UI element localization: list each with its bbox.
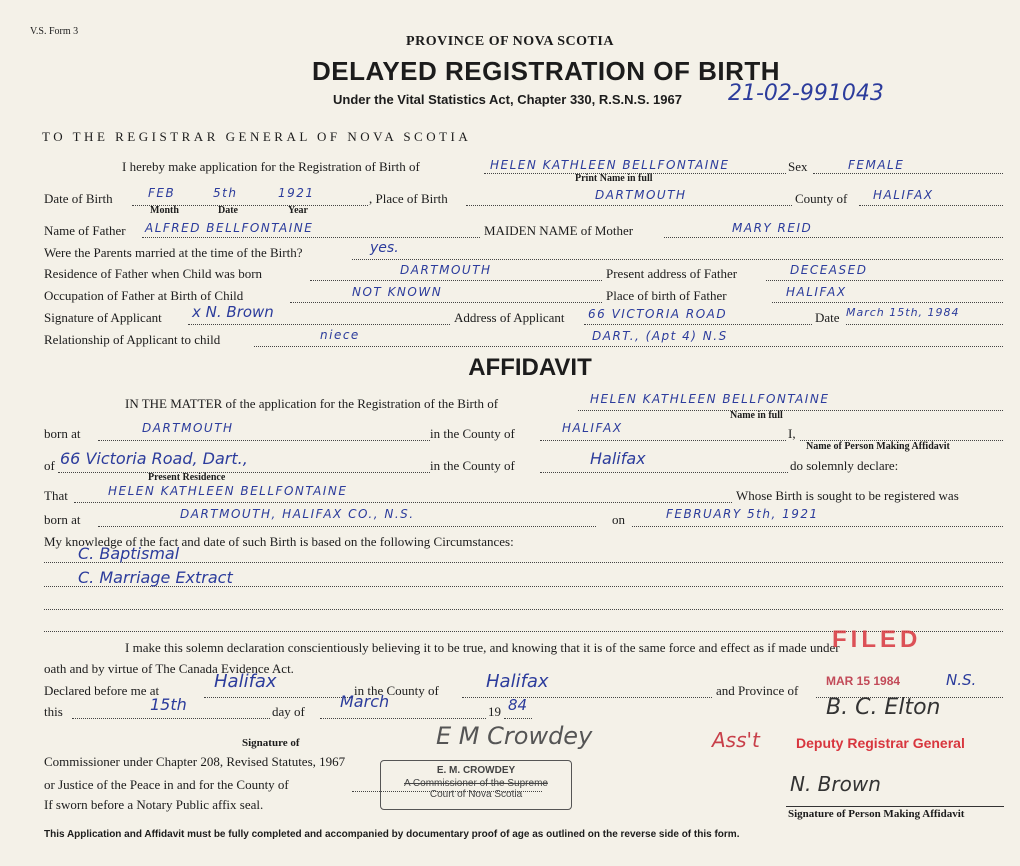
commissioner-signature: E M Crowdey — [436, 722, 593, 750]
present-residence-caption: Present Residence — [148, 472, 226, 483]
county-line — [859, 205, 1003, 206]
day-value: 15th — [150, 695, 187, 714]
month-value: March — [340, 692, 390, 711]
married-value: yes. — [370, 240, 399, 256]
on-date-value: FEBRUARY 5th, 1921 — [666, 507, 819, 521]
maker-signature: N. Brown — [790, 772, 881, 796]
applicant-address-continued: DART., (Apt 4) N.S — [592, 329, 728, 343]
declare-label: do solemnly declare: — [790, 458, 899, 473]
form-number: V.S. Form 3 — [30, 26, 79, 37]
father-birthplace-value: HALIFAX — [786, 285, 847, 299]
date-line — [846, 324, 1003, 325]
declared-county-label: in the County of — [354, 683, 439, 698]
year-caption: Year — [288, 205, 308, 216]
maker-signature-rule — [786, 806, 1004, 807]
asst-mark: Ass't — [712, 728, 760, 752]
affidavit-county-line — [540, 440, 786, 441]
declared-label: Declared before me at — [44, 683, 160, 698]
affidavit-county2-line — [540, 472, 788, 473]
day-line — [72, 718, 270, 719]
sex-label: Sex — [788, 159, 808, 174]
on-label: on — [612, 512, 625, 527]
residence-value: DARTMOUTH — [400, 263, 492, 277]
residence-label: Residence of Father when Child was born — [44, 266, 263, 281]
year-prefix: 19 — [488, 704, 501, 719]
born-at-value: DARTMOUTH — [142, 421, 234, 435]
registration-number: 21-02-991043 — [728, 81, 884, 106]
applicant-address-line — [584, 324, 812, 325]
father-line — [142, 237, 480, 238]
born-at2-label: born at — [44, 512, 81, 527]
county-value: HALIFAX — [873, 188, 934, 202]
that-label: That — [44, 488, 68, 503]
notary-line: If sworn before a Notary Public affix seal. — [44, 797, 264, 812]
applicant-address-label: Address of Applicant — [454, 310, 565, 325]
declared-at-line — [204, 697, 352, 698]
month-caption: Month — [150, 205, 179, 216]
year-line — [504, 718, 532, 719]
address-line: TO THE REGISTRAR GENERAL OF NOVA SCOTIA — [42, 129, 472, 144]
filed-date-stamp: MAR 15 1984 — [826, 674, 901, 688]
province-value: N.S. — [946, 671, 977, 689]
commissioner-line: Commissioner under Chapter 208, Revised Statutes, 1967 — [44, 754, 346, 769]
affidavit-intro: IN THE MATTER of the application for the Registration of the Birth of — [125, 396, 499, 411]
commissioner-seal — [380, 760, 572, 810]
sex-line — [813, 173, 1003, 174]
applicant-signature-line — [188, 324, 450, 325]
footer-note: This Application and Affidavit must be fully completed and accompanied by documentary proof of age as outlined on the reverse side of this form. — [44, 829, 740, 840]
place-of-birth-label: , Place of Birth — [369, 191, 448, 206]
relationship-value: niece — [320, 328, 360, 342]
applicant-signature: x N. Brown — [192, 303, 274, 321]
residence-affidavit-line — [58, 472, 430, 473]
affidavit-name-line — [578, 410, 1003, 411]
applicant-address-value: 66 VICTORIA ROAD — [588, 307, 728, 321]
province-heading: PROVINCE OF NOVA SCOTIA — [406, 34, 614, 49]
father-birthplace-label: Place of birth of Father — [606, 288, 727, 303]
knowledge-label: My knowledge of the fact and date of such Birth is based on the following Circumstances: — [44, 534, 514, 549]
solemn-text-2: oath and by virtue of The Canada Evidence Act. — [44, 661, 294, 676]
mother-label: MAIDEN NAME of Mother — [484, 223, 634, 238]
seal-line-3: Court of Nova Scotia — [429, 789, 523, 800]
whose-birth-label: Whose Birth is sought to be registered was — [736, 488, 959, 503]
date-caption: Date — [218, 205, 238, 216]
month-line — [320, 718, 486, 719]
seal-line-2: A Commissioner of the Supreme — [404, 778, 548, 789]
affidavit-county2-value: Halifax — [590, 449, 646, 468]
father-birthplace-line — [772, 302, 1003, 303]
of-label: of — [44, 458, 55, 473]
on-date-line — [632, 526, 1003, 527]
relationship-line — [254, 346, 1003, 347]
solemn-text-1: I make this solemn declaration conscientiously believing it to be true, and knowing that it is of the same force and effect as if made under — [125, 640, 840, 655]
filed-stamp: FILED — [832, 626, 922, 653]
born-at-label: born at — [44, 426, 81, 441]
form-title: DELAYED REGISTRATION OF BIRTH — [311, 56, 781, 86]
that-line — [74, 502, 732, 503]
registrar-signature: B. C. Elton — [826, 695, 941, 720]
circumstance-line-3 — [44, 609, 1003, 610]
residence-line — [310, 280, 602, 281]
declared-county-line — [462, 697, 712, 698]
born-at2-line — [98, 526, 596, 527]
seal-name: E. M. CROWDEY — [436, 765, 516, 776]
province-label: and Province of — [716, 683, 799, 698]
day-of-label: day of — [272, 704, 305, 719]
present-address-line — [766, 280, 1003, 281]
form-subtitle: Under the Vital Statistics Act, Chapter 330, R.S.N.S. 1967 — [333, 92, 682, 107]
print-name-caption: Print Name in full — [575, 173, 653, 184]
father-label: Name of Father — [44, 223, 126, 238]
affidavit-county-value: HALIFAX — [562, 421, 623, 435]
married-label: Were the Parents married at the time of the Birth? — [44, 245, 303, 260]
mother-value: MARY REID — [732, 221, 813, 235]
mother-line — [664, 237, 1003, 238]
declared-county-value: Halifax — [486, 671, 549, 692]
justice-line: or Justice of the Peace in and for the County of — [44, 777, 289, 792]
born-at2-value: DARTMOUTH, HALIFAX CO., N.S. — [180, 507, 415, 521]
born-at-line — [98, 440, 430, 441]
signature-of-caption: Signature of — [242, 737, 300, 749]
circumstance-line-1 — [44, 562, 1003, 563]
dob-month-value: FEB — [148, 186, 176, 200]
occupation-line — [290, 302, 602, 303]
circumstance-2: C. Marriage Extract — [78, 568, 233, 587]
present-address-label: Present address of Father — [606, 266, 738, 281]
present-address-value: DECEASED — [790, 263, 868, 277]
child-name-value: HELEN KATHLEEN BELLFONTAINE — [490, 158, 730, 172]
i-label: I, — [788, 426, 796, 441]
father-value: ALFRED BELLFONTAINE — [145, 221, 314, 235]
affidavit-residence-value: 66 Victoria Road, Dart., — [60, 449, 248, 468]
year-value: 84 — [508, 696, 528, 714]
deputy-registrar-stamp: Deputy Registrar General — [796, 735, 965, 751]
affidavit-heading: AFFIDAVIT — [468, 354, 592, 381]
date-label: Date — [815, 310, 840, 325]
maker-signature-caption: Signature of Person Making Affidavit — [788, 808, 965, 820]
affidavit-name-value: HELEN KATHLEEN BELLFONTAINE — [590, 392, 830, 406]
place-line — [466, 205, 792, 206]
affidavit-county2-label: in the County of — [430, 458, 515, 473]
relationship-label: Relationship of Applicant to child — [44, 332, 221, 347]
declared-at-value: Halifax — [214, 671, 277, 692]
sex-value: FEMALE — [848, 158, 905, 172]
application-intro: I hereby make application for the Registration of Birth of — [122, 159, 420, 174]
maker-name-caption: Name of Person Making Affidavit — [806, 441, 950, 452]
name-in-full-caption: Name in full — [730, 410, 783, 421]
that-value: HELEN KATHLEEN BELLFONTAINE — [108, 484, 348, 498]
this-label: this — [44, 704, 63, 719]
occupation-value: NOT KNOWN — [352, 285, 443, 299]
dob-year-value: 1921 — [278, 186, 315, 200]
county-label: County of — [795, 191, 848, 206]
applicant-signature-label: Signature of Applicant — [44, 310, 162, 325]
affidavit-county-label: in the County of — [430, 426, 515, 441]
circumstance-1: C. Baptismal — [78, 544, 180, 563]
place-value: DARTMOUTH — [595, 188, 687, 202]
date-value: March 15th, 1984 — [846, 306, 960, 319]
occupation-label: Occupation of Father at Birth of Child — [44, 288, 244, 303]
dob-label: Date of Birth — [44, 191, 113, 206]
married-line — [352, 259, 1003, 260]
dob-day-value: 5th — [213, 186, 238, 200]
